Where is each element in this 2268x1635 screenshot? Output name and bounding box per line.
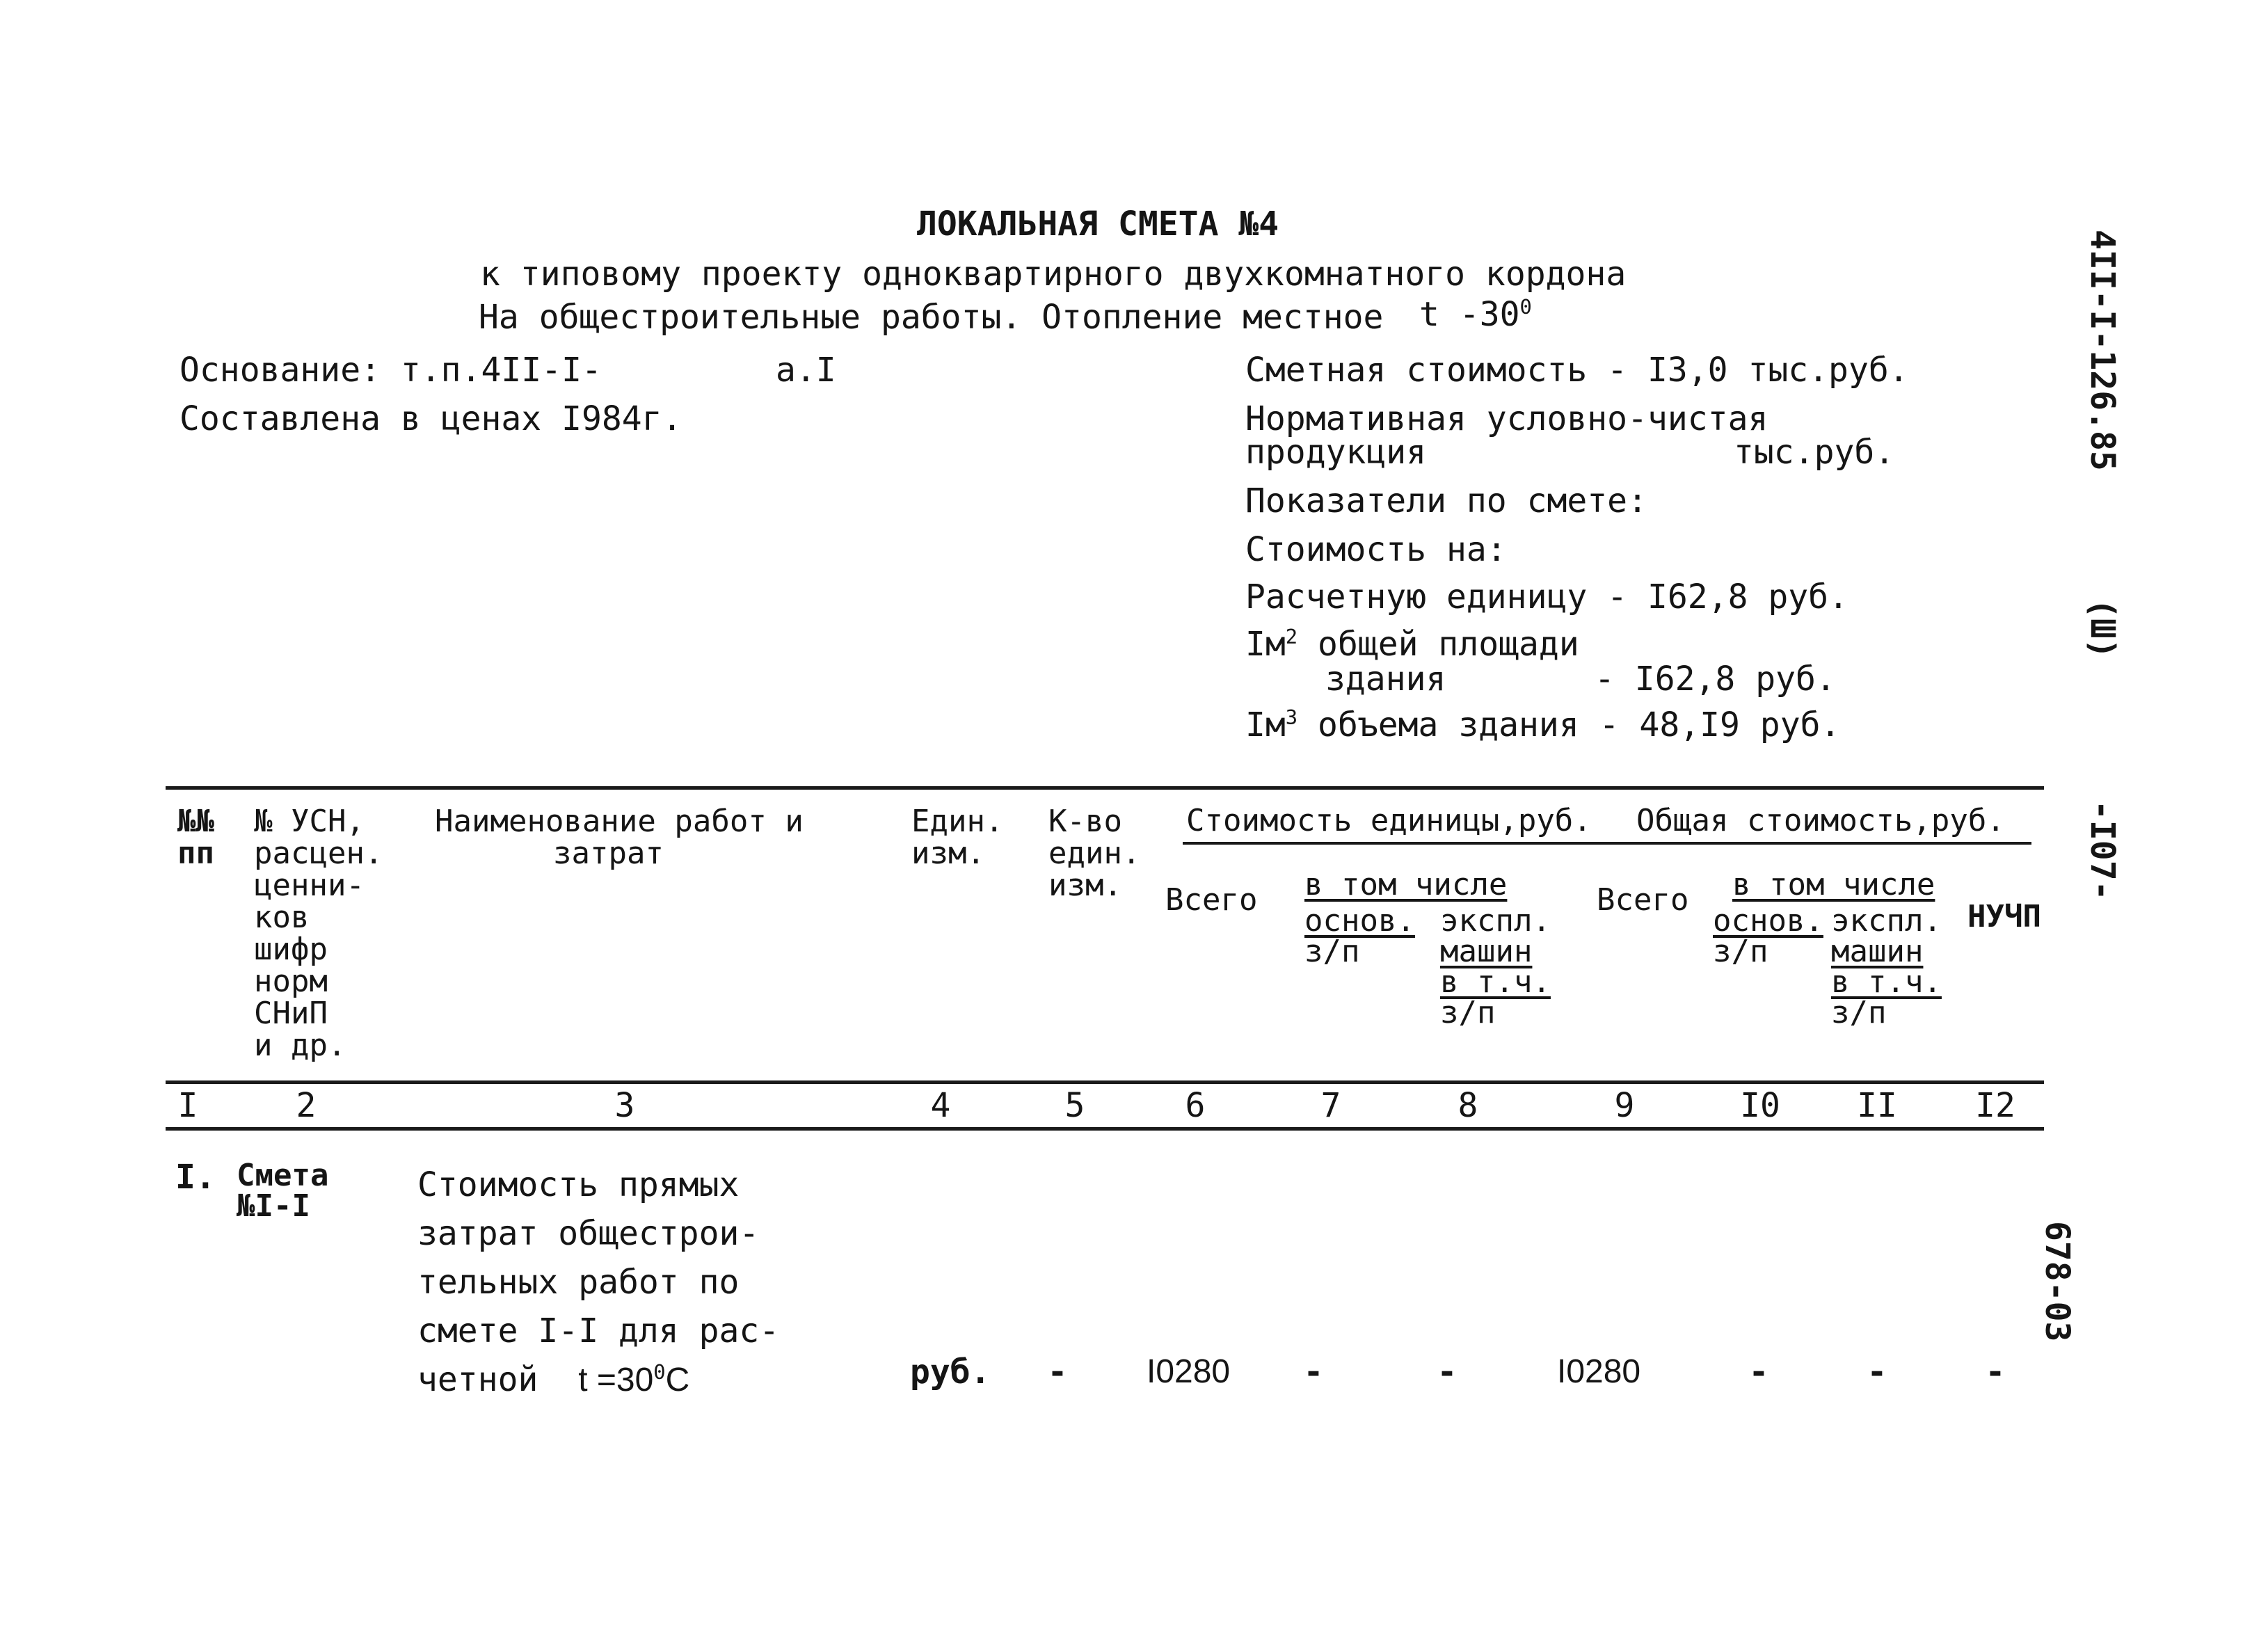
row-number: I.	[175, 1158, 216, 1197]
col-number-10: I0	[1740, 1086, 1780, 1125]
basis-album: а.I	[776, 351, 836, 390]
row-unit-cost-wage: -	[1303, 1353, 1324, 1391]
estimated-cost: Сметная стоимость - I3,0 тыс.руб.	[1245, 351, 1909, 390]
margin-sheet-number: 678-03	[2038, 1221, 2077, 1342]
document-title: ЛОКАЛЬНАЯ СМЕТА №4	[917, 205, 1279, 244]
header-usn: № УСН, расцен. ценни- ков шифр норм СНиП и др.	[254, 804, 383, 1063]
col-number-4: 4	[930, 1086, 951, 1125]
area-cost-label: $Iм^2$ общей площади	[1245, 625, 1579, 664]
row-nuchp: -	[1985, 1353, 2006, 1391]
col-number-1: I	[177, 1086, 198, 1125]
row-total-wage: -	[1748, 1353, 1769, 1391]
cost-header-rule	[1183, 842, 2031, 845]
header-quantity: К-во един. изм.	[1048, 804, 1141, 903]
column-number-rule	[166, 1127, 2044, 1131]
col-number-8: 8	[1458, 1086, 1478, 1125]
row-unit-cost-machines: -	[1437, 1353, 1458, 1391]
header-unit-cost: Стоимость единицы,руб.	[1186, 803, 1592, 838]
header-total-total: Всего	[1597, 882, 1689, 918]
document-subtitle-works: На общестроительные работы. Отопление местное	[479, 298, 1384, 337]
row-total-machines: -	[1867, 1353, 1887, 1391]
col-number-2: 2	[296, 1086, 317, 1125]
col-number-7: 7	[1320, 1086, 1341, 1125]
header-total-incl: в том числе	[1732, 867, 1935, 902]
margin-part-number: (Ш)	[2083, 598, 2122, 659]
col-number-12: I2	[1975, 1086, 2015, 1125]
area-cost-building: здания	[1325, 660, 1446, 699]
indicators-label: Показатели по смете:	[1245, 481, 1647, 520]
row-total-cost: I0280	[1557, 1353, 1641, 1390]
header-unit-machines: экспл. машин в т.ч. з/п	[1440, 903, 1551, 1030]
header-row-number: №№ пп	[177, 804, 214, 871]
area-cost-value: - I62,8 руб.	[1595, 660, 1836, 699]
row-work-name: Стоимость прямых затрат общестрои- тельных работ по смете I-I для рас- четной $t =30^0С$	[417, 1165, 780, 1399]
col-number-6: 6	[1185, 1086, 1206, 1125]
table-top-rule	[166, 786, 2044, 790]
row-unit-cost-total: I0280	[1147, 1353, 1231, 1390]
header-unit-total: Всего	[1165, 882, 1258, 918]
margin-page-number: -I07-	[2083, 800, 2122, 901]
header-nuchp: НУЧП	[1967, 899, 2041, 934]
header-unit-incl: в том числе	[1304, 867, 1508, 902]
calc-unit-cost: Расчетную единицу - I62,8 руб.	[1245, 577, 1848, 616]
prices-year: Составлена в ценах I984г.	[179, 399, 682, 438]
col-number-11: II	[1857, 1086, 1897, 1125]
margin-project-code: 4II-I-126.85	[2083, 230, 2122, 471]
row-quantity: -	[1047, 1353, 1068, 1391]
col-number-5: 5	[1064, 1086, 1085, 1125]
normative-production-label: Нормативная условно-чистая	[1245, 399, 1768, 438]
row-unit: руб.	[910, 1353, 991, 1391]
document-subtitle-project: к типовому проекту одноквартирного двухкомнатного кордона	[480, 255, 1627, 294]
header-unit-wage: основ. з/п	[1304, 903, 1415, 969]
header-total-cost: Общая стоимость,руб.	[1636, 803, 2005, 838]
normative-production-unit: тыс.руб.	[1734, 433, 1895, 472]
basis-project: Основание: т.п.4II-I-	[179, 351, 602, 390]
normative-production-word: продукция	[1245, 433, 1427, 472]
header-total-wage: основ. з/п	[1713, 903, 1823, 969]
header-unit: Един. изм.	[911, 804, 1004, 871]
temperature-label: t $-30^0$	[1419, 295, 1532, 334]
col-number-3: 3	[614, 1086, 635, 1125]
header-bottom-rule	[166, 1080, 2044, 1084]
col-number-9: 9	[1614, 1086, 1635, 1125]
header-work-name: Наименование работ и затрат	[435, 804, 804, 871]
cost-for-label: Стоимость на:	[1245, 530, 1507, 569]
volume-cost: $Iм^3$ объема здания - 48,I9 руб.	[1245, 705, 1841, 744]
header-total-machines: экспл. машин в т.ч. з/п	[1831, 903, 1942, 1030]
row-estimate-ref: Смета №I-I	[237, 1158, 329, 1224]
